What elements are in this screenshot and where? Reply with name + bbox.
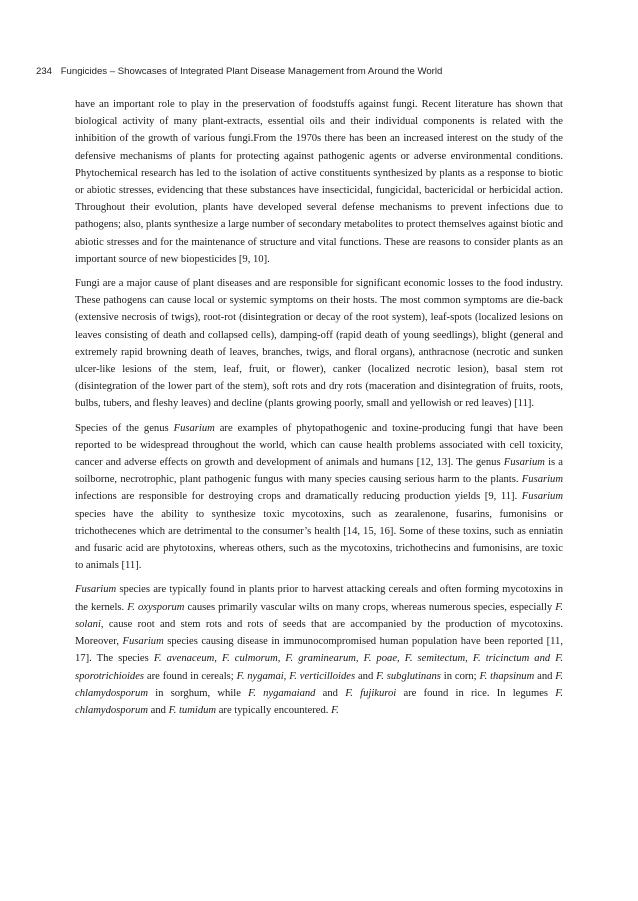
text-run: are found in rice. In legumes xyxy=(396,687,556,699)
italic-run: Fusarium xyxy=(503,457,545,469)
text-run: infections are responsible for destroying crops and dramatically reducing production yields [9, 11]. xyxy=(75,491,522,503)
italic-run: F. thapsinum xyxy=(479,670,535,682)
italic-run: F. xyxy=(331,704,339,716)
italic-run: F. subglutinans xyxy=(376,670,441,682)
italic-run: F. solani xyxy=(75,601,563,630)
paragraph-3 xyxy=(75,420,563,575)
italic-run: F. chlamydosporum xyxy=(75,670,564,699)
paragraph-4 xyxy=(75,581,563,719)
text-run: species causing disease in immunocompromised human population have been reported [11, 17]. The species xyxy=(75,636,563,665)
text-run: Fungi are a major cause of plant diseases and are responsible for significant economic losses to the food industry. These pathogens can cause local or systemic symptoms on their hosts. The most common symptoms are die-back (extensive necrosis of twigs), root-rot (disintegration or decay of the root system), leaf-spots (localized lesions on leaves consisting of death and collapsed cells), damping-off (rapid death of young seedlings), blight (general and extremely rapid browning death of leaves, branches, twigs, and floral organs), anthracnose (necrotic and sunken ulcer-like lesions of the stem, leaf, fruit, or flower), canker (localized necrotic lesion), basal stem rot (disintegration of the lower part of the stem), soft rots and dry rots (maceration and disintegration of fruits, roots, bulbs, tubers, and fleshy leaves) and decline (plants growing poorly, small and yellowish or red leaves) [11]. xyxy=(75,278,563,410)
text-run: in sorghum, while xyxy=(147,687,249,699)
italic-run: F. oxysporum xyxy=(127,601,185,613)
text-run: have an important role to play in the preservation of foodstuffs against fungi. Recent literature has shown that biological activity of many plant-extracts, essential oils and their individual components is related with the inhibition of the growth of various fungi.From the 1970s there has been an increased interest on the study of the defensive mechanisms of plants for protecting against pathogenic agents or adverse environmental conditions. Phytochemical research has led to the isolation of active constituents synthesized by plants as a response to biotic or abiotic stresses, evidencing that these substances have insecticidal, fungicidal, bactericidal or herbicidal action. Throughout their evolution, plants have developed several defense mechanisms to prevent infections due to pathogens; also, plants synthesize a large number of secondary metabolites to protect themselves against biotic and abiotic stresses and for the maintenance of structure and vital functions. These are reasons to consider plants as an important source of new biopesticides [9, 10]. xyxy=(75,99,563,265)
italic-run: Fusarium xyxy=(521,491,563,503)
text-run: are typically encountered. xyxy=(216,704,332,716)
text-run: are examples of phytopathogenic and toxine-producing fungi that have been reported to be widespread throughout the world, which can cause health problems associated with cell toxicity, cancer and adverse effects on growth and development of animals and humans [12, 13]. The genus xyxy=(75,422,564,469)
text-run: and xyxy=(534,670,556,682)
italic-run: Fusarium xyxy=(122,636,164,648)
text-run: and xyxy=(355,670,377,682)
paragraph-1 xyxy=(75,96,563,268)
italic-run: F. nygamaiand xyxy=(248,687,316,699)
text-run: are found in cereals; xyxy=(144,670,237,682)
italic-run: F. avenaceum, F. culmorum, F. graminearum, F. poae, F. semitectum, F. tricinctum and F. sporotrichioides xyxy=(75,653,563,682)
running-header xyxy=(36,66,606,77)
text-run: and xyxy=(147,704,169,716)
text-run: is a soilborne, necrotrophic, plant pathogenic fungus with many species causing serious harm to the plants. xyxy=(75,457,563,486)
text-run: species are typically found in plants prior to harvest attacking cereals and often forming mycotoxins in the kernels. xyxy=(75,584,563,613)
italic-run: Fusarium xyxy=(521,474,563,486)
text-run: Species of the genus xyxy=(75,422,174,434)
italic-run: Fusarium xyxy=(173,422,215,434)
body-text xyxy=(75,96,563,726)
text-run: in corn; xyxy=(440,670,480,682)
italic-run: Fusarium xyxy=(75,584,117,596)
italic-run: F. chlamydosporum xyxy=(75,687,564,716)
running-title: Fungicides – Showcases of Integrated Plant Disease Management from Around the World xyxy=(60,66,443,77)
page-number: 234 xyxy=(36,66,53,77)
italic-run: F. nygamai, F. verticilloides xyxy=(236,670,356,682)
paragraph-2 xyxy=(75,275,563,413)
text-run: causes primarily vascular wilts on many crops, whereas numerous species, especially xyxy=(184,601,556,613)
text-run: species have the ability to synthesize toxic mycotoxins, such as zearalenone, fusarins, fumonisins or trichothecenes which are detrimental to the consumer’s health [14, 15, 16]. Some of these toxins, such as enniatin and fusaric acid are phytotoxins, whereas others, such as the mycotoxins, trichothecins and fumonisins, are toxic to animals [11]. xyxy=(75,508,563,572)
italic-run: F. fujikuroi xyxy=(345,687,397,699)
text-run: and xyxy=(315,687,346,699)
italic-run: F. tumidum xyxy=(168,704,217,716)
text-run: , cause root and stem rots and rots of seeds that are accompanied by the production of mycotoxins. Moreover, xyxy=(75,618,563,648)
